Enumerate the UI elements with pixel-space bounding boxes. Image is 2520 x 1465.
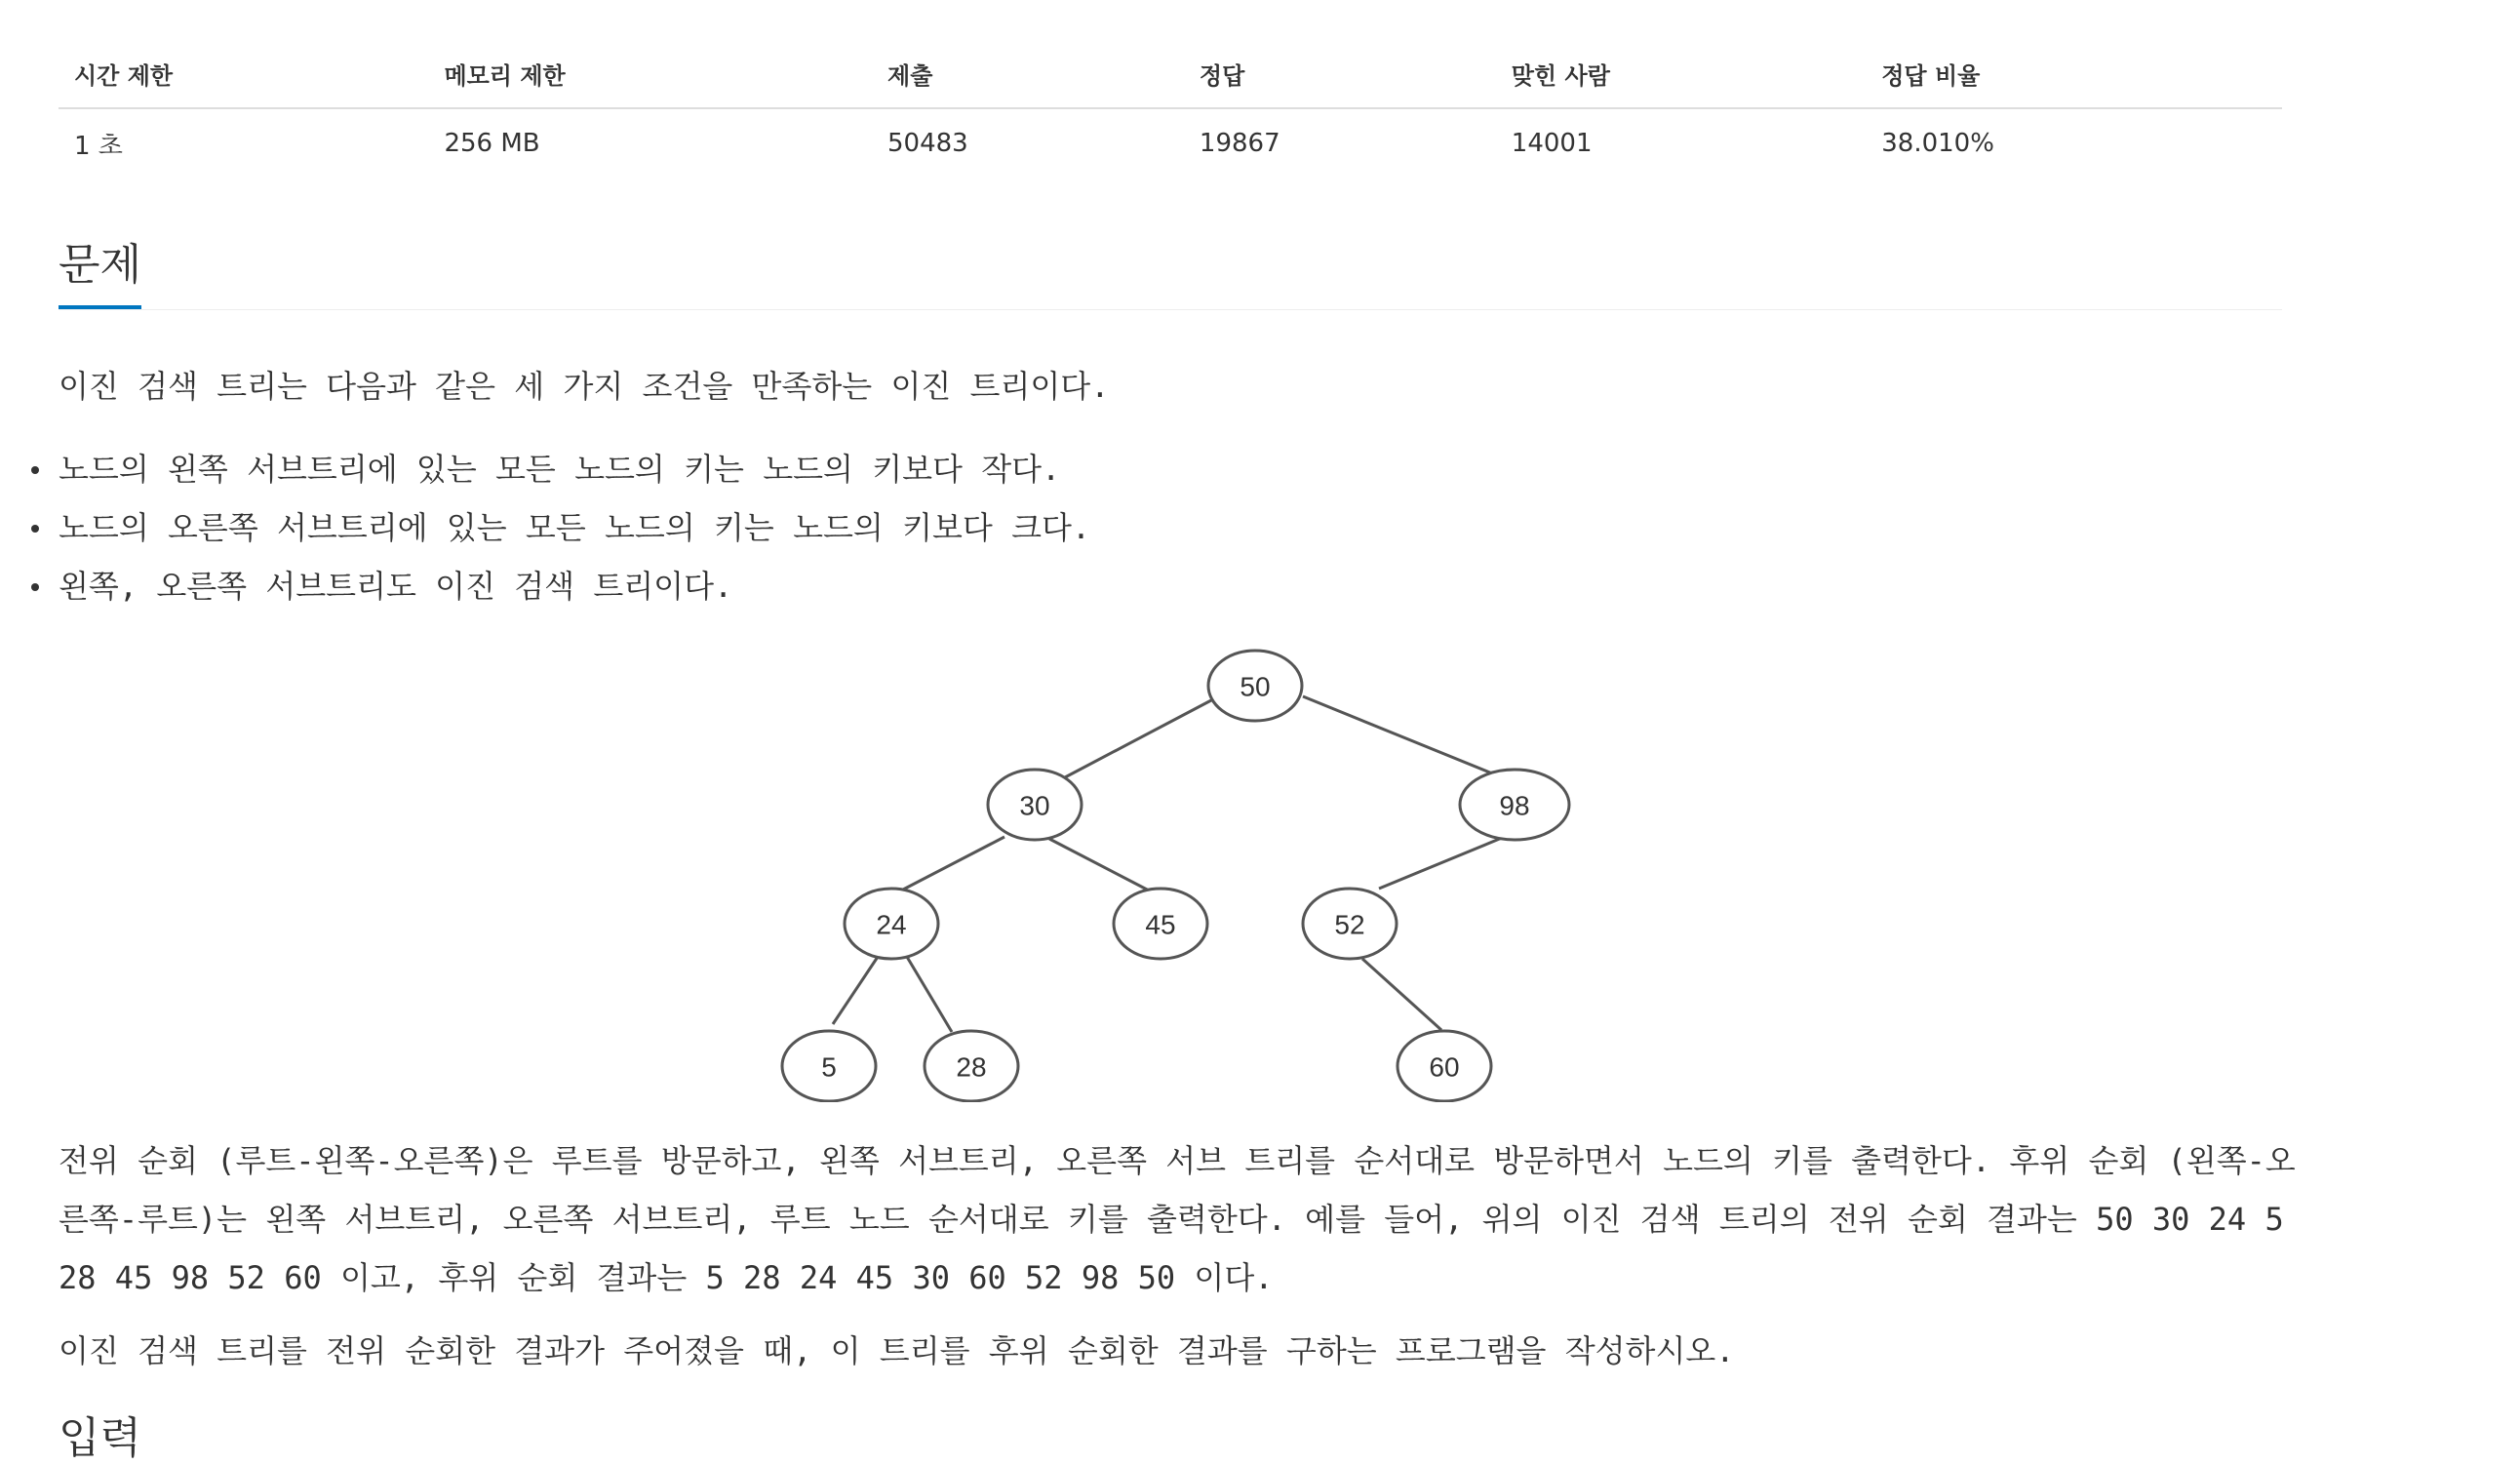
stats-header-row [59,39,2282,108]
rule-left-subtree: 노드의 왼쪽 서브트리에 있는 모든 노드의 키는 노드의 키보다 작다. [59,440,1090,498]
tree-node-24-label: 24 [876,909,907,940]
tree-node-50-label: 50 [1240,671,1271,702]
memory-limit-header: 메모리 제한 [428,39,872,108]
edge-52-60 [1362,959,1441,1030]
edge-50-30 [1065,700,1211,777]
tree-node-98-label: 98 [1499,790,1530,821]
bst-diagram-svg [761,634,1599,1102]
time-limit-value: 1 초 [74,131,123,161]
accept-ratio-header: 정답 비율 [1866,39,2282,108]
tree-node-28-label: 28 [956,1051,987,1083]
problem-section-title: 문제 [59,239,141,309]
time-limit-header: 시간 제한 [59,39,428,108]
edge-24-5 [833,957,878,1024]
rule-subtrees-bst: 왼쪽, 오른쪽 서브트리도 이진 검색 트리이다. [59,557,1090,615]
accepted-header: 정답 [1184,39,1496,108]
tree-node-52-label: 52 [1334,909,1365,940]
rule-right-subtree: 노드의 오른쪽 서브트리에 있는 모든 노드의 키는 노드의 키보다 크다. [59,498,1090,557]
tree-node-45-label: 45 [1145,909,1176,940]
memory-limit-value: 256 MB [444,129,540,158]
stats-value-row [59,108,2282,178]
bst-diagram [761,634,1599,1102]
accept-ratio-value: 38.010% [1881,129,1994,158]
problem-stats-table [59,39,2282,178]
solvers-header: 맞힌 사람 [1496,39,1866,108]
problem-section-header [59,229,2282,310]
submissions-value: 50483 [887,129,968,158]
submissions-header: 제출 [872,39,1184,108]
edge-50-98 [1303,696,1497,775]
edge-30-24 [903,837,1004,890]
tree-node-5-label: 5 [821,1051,837,1083]
task-statement: 이진 검색 트리를 전위 순회한 결과가 주어졌을 때, 이 트리를 후위 순회한 결과를 구하는 프로그램을 작성하시오. [59,1332,1735,1369]
accepted-value: 19867 [1199,129,1280,158]
edge-24-28 [907,957,952,1032]
tree-node-30-label: 30 [1019,790,1050,821]
edge-98-52 [1379,838,1502,889]
edge-30-45 [1049,839,1151,891]
problem-intro: 이진 검색 트리는 다음과 같은 세 가지 조건을 만족하는 이진 트리이다. [59,368,1110,405]
bst-rules-list [59,440,1090,615]
traversal-explanation: 전위 순회 (루트-왼쪽-오른쪽)은 루트를 방문하고, 왼쪽 서브트리, 오른쪽 서브 트리를 순서대로 방문하면서 노드의 키를 출력한다. 후위 순회 (왼쪽-오른쪽-루트)는 왼쪽 서브트리, 오른쪽 서브트리, 루트 노드 순서대로 키를 출력한다. 예를 들어, 위의 이진 검색 트리의 전위 순회 결과는 50 30 24 5 28 45 98 52 60 이고, 후위 순회 결과는 5 28 24 45 30 60 52 98 50 이다. [59,1142,2296,1296]
input-section-title: 입력 [59,1413,142,1463]
solvers-value: 14001 [1511,129,1593,158]
tree-node-60-label: 60 [1429,1051,1460,1083]
